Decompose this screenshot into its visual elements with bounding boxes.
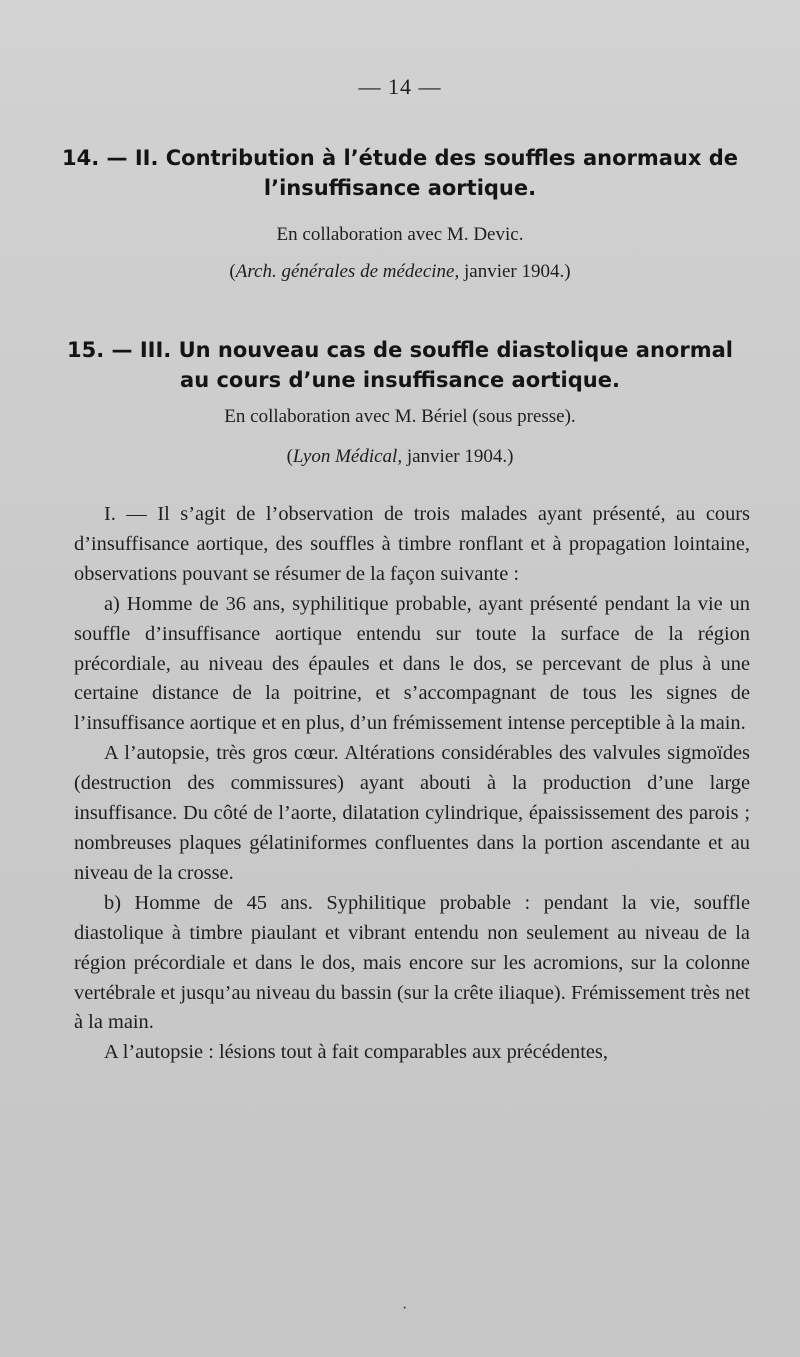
entry-14-source-journal: Arch. générales de médecine, bbox=[235, 261, 460, 282]
entry-15-title: 15. — III. Un nouveau cas de souffle diastolique anormal au cours d’une insuffisance aortique. bbox=[67, 338, 733, 392]
entry-14-title: 14. — II. Contribution à l’étude des souffles anormaux de l’insuffisance aortique. bbox=[62, 146, 738, 200]
paragraph-intro: I. — Il s’agit de l’observation de trois malades ayant présenté, au cours d’insuffisance aortique, des souffles à timbre ronflant et à propagation lointaine, observations pouvant se résumer de la façon suivante : bbox=[74, 503, 750, 585]
body-text bbox=[74, 500, 750, 1068]
entry-14-collaboration: En collaboration avec M. Devic. bbox=[276, 224, 524, 245]
page-number: — 14 — bbox=[358, 74, 442, 99]
entry-14-source bbox=[0, 259, 800, 285]
entry-14-source-open: ( bbox=[229, 261, 236, 282]
ink-speck: · bbox=[402, 1300, 408, 1317]
entry-15-collaboration: En collaboration avec M. Bériel (sous presse). bbox=[224, 406, 576, 427]
entry-15-source-journal: Lyon Médical, bbox=[292, 446, 403, 467]
paragraph-case-b: b) Homme de 45 ans. Syphilitique probable : pendant la vie, souffle diastolique à timbre piaulant et vibrant entendu non seulement au niveau de la région précordiale et dans le dos, mais encore sur les acromions, sur la colonne vertébrale et jusqu’au niveau du bassin (sur la crête iliaque). Frémissement très net à la main. bbox=[74, 891, 750, 1034]
entry-15-source bbox=[0, 444, 800, 470]
entry-14-source-close: ) bbox=[564, 261, 571, 282]
entry-15-source-close: ) bbox=[507, 446, 514, 467]
entry-15-source-open: ( bbox=[286, 446, 293, 467]
paragraph-autopsy-a: A l’autopsie, très gros cœur. Altérations considérables des valvules sigmoïdes (destruction des commissures) ayant abouti à la production d’une large insuffisance. Du côté de l’aorte, dilatation cylindrique, épaississement des parois ; nombreuses plaques gélatiniformes confluentes dans la portion ascendante et au niveau de la crosse. bbox=[74, 742, 750, 884]
paragraph-case-a: a) Homme de 36 ans, syphilitique probable, ayant présenté pendant la vie un souffle d’insuffisance aortique entendu sur toute la surface de la région précordiale, au niveau des épaules et dans le dos, se percevant de plus à une certaine distance de la poitrine, et s’accompagnant de tous les signes de l’insuffisance aortique et en plus, d’un frémissement intense perceptible à la main. bbox=[74, 592, 750, 735]
entry-15-source-date: janvier 1904. bbox=[402, 446, 508, 467]
paragraph-autopsy-b: A l’autopsie : lésions tout à fait comparables aux précédentes, bbox=[104, 1041, 608, 1064]
entry-14-source-date: janvier 1904. bbox=[459, 261, 565, 282]
